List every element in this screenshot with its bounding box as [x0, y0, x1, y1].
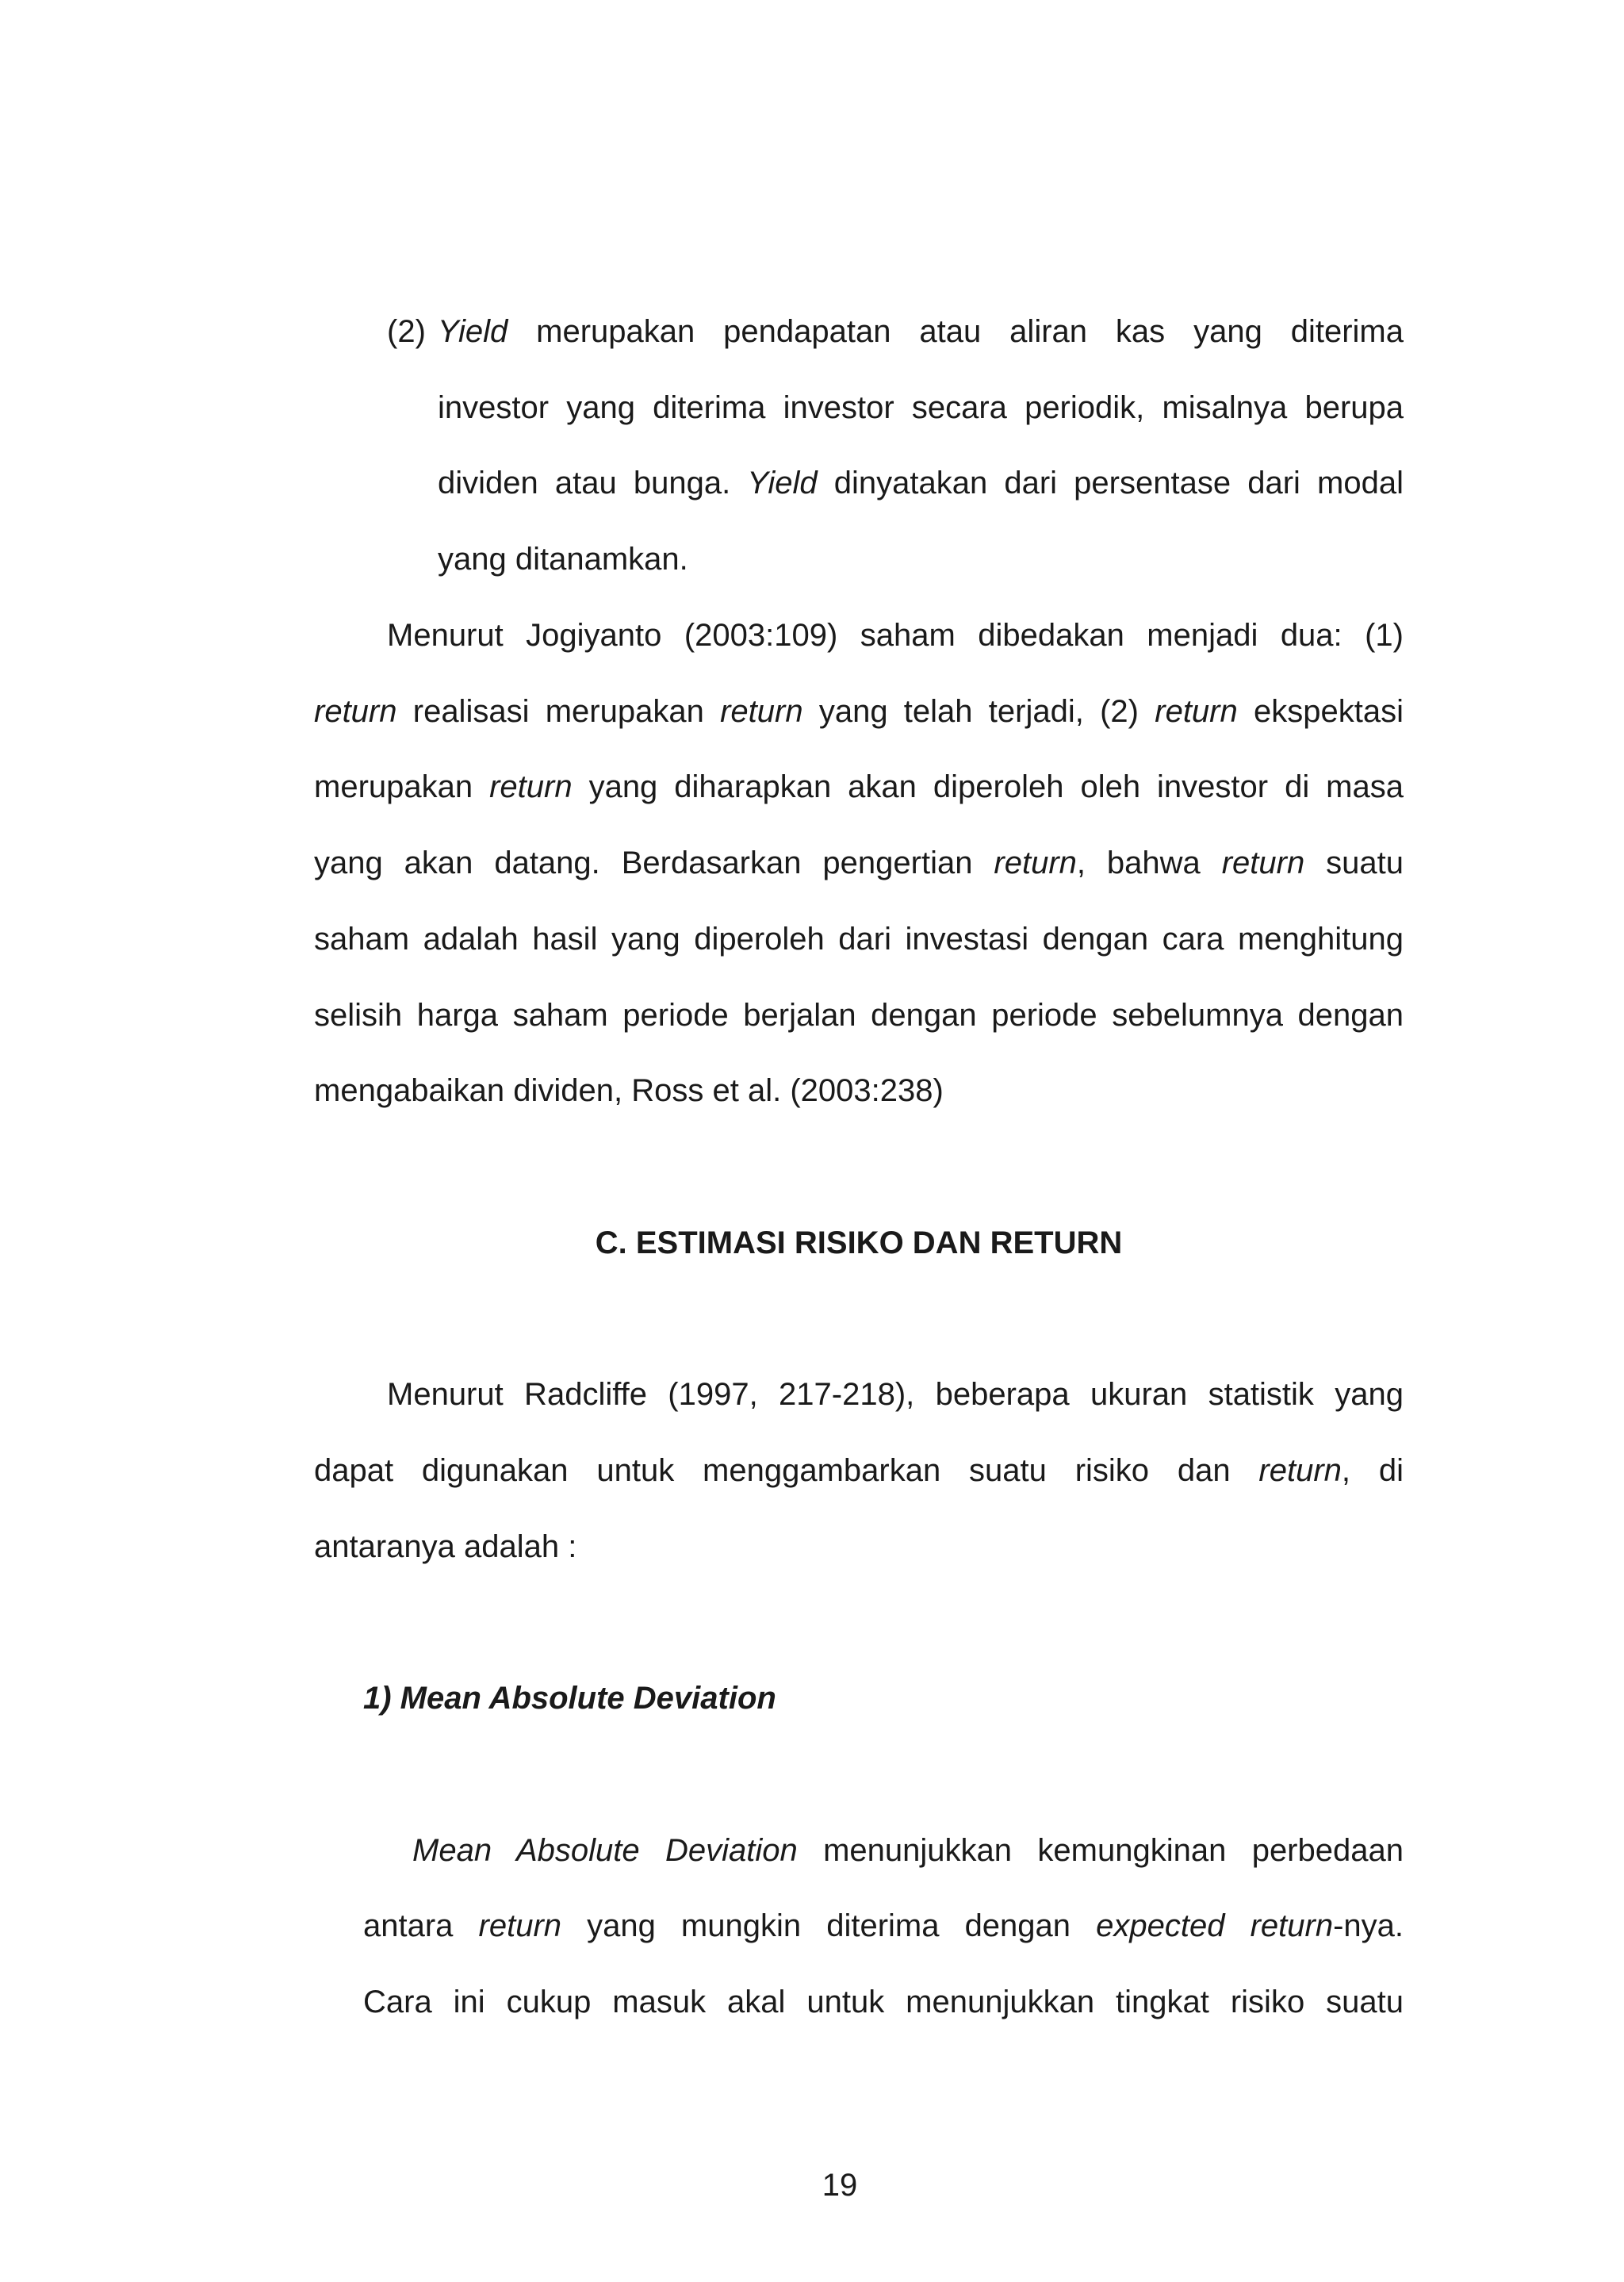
paragraph-line — [387, 616, 1404, 654]
italic-text: return — [720, 694, 803, 729]
text-run: yang akan datang. Berdasarkan pengertian — [314, 846, 994, 880]
paragraph-line — [314, 920, 1404, 958]
paragraph-line — [412, 1831, 1404, 1870]
text-run: yang telah terjadi, (2) — [802, 694, 1155, 729]
paragraph-line — [314, 844, 1404, 882]
text-run: antaranya adalah : — [314, 1529, 577, 1564]
text-run: yang ditanamkan. — [438, 542, 688, 577]
page-number: 19 — [822, 2168, 858, 2203]
text-run: suatu — [1304, 846, 1404, 880]
text-run: yang diharapkan akan diperoleh oleh investor di masa — [572, 769, 1404, 804]
italic-text: return — [314, 694, 397, 729]
italic-text: return — [1258, 1453, 1342, 1488]
italic-text: return — [1155, 694, 1238, 729]
paragraph-line — [314, 1072, 944, 1110]
text-run: -nya. — [1333, 1908, 1404, 1943]
text-run: mengabaikan dividen, Ross et al. (2003:238) — [314, 1073, 944, 1108]
italic-text: return — [489, 769, 573, 804]
text-run: menunjukkan kemungkinan perbedaan — [797, 1833, 1404, 1868]
text-run: , di — [1341, 1453, 1404, 1488]
text-run: Menurut Radcliffe (1997, 217-218), beberapa ukuran statistik yang — [387, 1377, 1404, 1412]
text-run: dinyatakan dari persentase dari modal — [817, 466, 1404, 501]
paragraph-line — [314, 996, 1404, 1034]
text-run: Cara ini cukup masuk akal untuk menunjukkan tingkat risiko suatu — [363, 1985, 1404, 2019]
italic-text: Yield — [438, 314, 508, 349]
list-item-number: (2) — [387, 314, 426, 349]
text-run: selisih harga saham periode berjalan dengan periode sebelumnya dengan — [314, 998, 1404, 1033]
italic-text: Mean Absolute Deviation — [412, 1833, 798, 1868]
italic-text: return — [1221, 846, 1305, 880]
paragraph-line — [314, 1528, 576, 1566]
text-run: dapat digunakan untuk menggambarkan suatu risiko dan — [314, 1453, 1259, 1488]
italic-text: Yield — [747, 466, 818, 501]
italic-text: return — [478, 1908, 562, 1943]
paragraph-line — [314, 692, 1404, 731]
text-run: ekspektasi — [1237, 694, 1404, 729]
subsection-heading: 1) Mean Absolute Deviation — [363, 1681, 776, 1716]
text-run: investor yang diterima investor secara periodik, misalnya berupa — [438, 390, 1404, 425]
text-run: merupakan — [314, 769, 490, 804]
italic-text: expected return — [1096, 1908, 1334, 1943]
text-run: dividen atau bunga. — [438, 466, 748, 501]
text-run: realisasi merupakan — [396, 694, 721, 729]
paragraph-line — [387, 1375, 1404, 1413]
list-item-line — [438, 540, 688, 578]
list-item-line — [438, 464, 1404, 502]
list-item-line — [438, 389, 1404, 427]
text-run: saham adalah hasil yang diperoleh dari investasi dengan cara menghitung — [314, 922, 1404, 957]
section-heading: C. ESTIMASI RISIKO DAN RETURN — [595, 1225, 1123, 1260]
paragraph-line — [363, 1907, 1404, 1945]
text-run: yang mungkin diterima dengan — [561, 1908, 1097, 1943]
list-item-line — [438, 313, 1404, 351]
text-run: merupakan pendapatan atau aliran kas yang diterima — [508, 314, 1404, 349]
text-run: antara — [363, 1908, 479, 1943]
paragraph-line — [314, 768, 1404, 806]
text-run: , bahwa — [1076, 846, 1222, 880]
paragraph-line — [363, 1983, 1404, 2021]
italic-text: return — [994, 846, 1077, 880]
paragraph-line — [314, 1452, 1404, 1490]
text-run: Menurut Jogiyanto (2003:109) saham dibedakan menjadi dua: (1) — [387, 618, 1404, 653]
